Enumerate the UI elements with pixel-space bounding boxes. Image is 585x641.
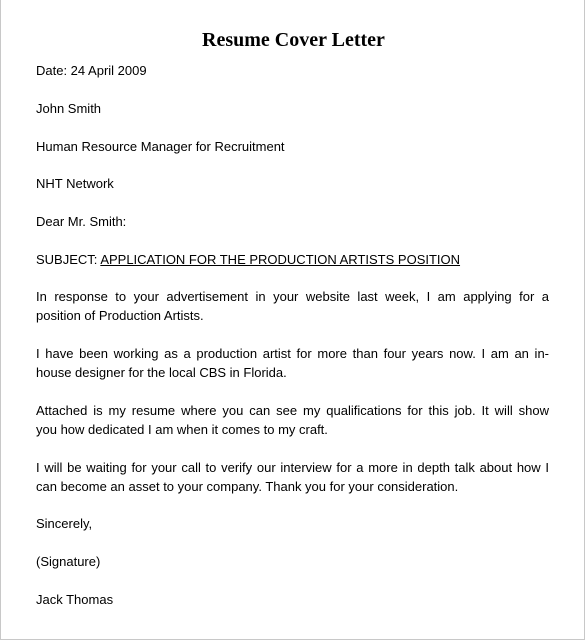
subject-label: SUBJECT: — [36, 252, 98, 267]
paragraph-line: you how dedicated I am when it comes to my craft. — [36, 422, 328, 437]
recipient-company: NHT Network — [36, 176, 114, 191]
subject-line — [36, 250, 460, 269]
date-line: Date: 24 April 2009 — [36, 63, 147, 78]
recipient-name: John Smith — [36, 101, 102, 116]
sender-name: Jack Thomas — [36, 592, 114, 607]
recipient-title: Human Resource Manager for Recruitment — [36, 139, 285, 154]
subject-text: APPLICATION FOR THE PRODUCTION ARTISTS POSITION — [100, 252, 461, 267]
closing: Sincerely, — [36, 516, 93, 531]
signature-placeholder: (Signature) — [36, 554, 101, 569]
paragraph-line: can become an asset to your company. Thank you for your consideration. — [36, 479, 459, 494]
paragraph-line: house designer for the local CBS in Florida. — [36, 365, 287, 380]
body-paragraph-3 — [36, 401, 549, 439]
salutation: Dear Mr. Smith: — [36, 214, 127, 229]
body-paragraph-2 — [36, 344, 549, 382]
body-paragraph-1 — [36, 287, 549, 325]
body-paragraph-4 — [36, 458, 549, 496]
paragraph-line: position of Production Artists. — [36, 308, 204, 323]
paragraph-line: I have been working as a production artist for more than four years now. I am an in- — [36, 346, 549, 361]
paragraph-line: I will be waiting for your call to verify our interview for a more in depth talk about how I — [36, 460, 549, 475]
document-title: Resume Cover Letter — [202, 29, 385, 51]
paragraph-line: In response to your advertisement in your website last week, I am applying for a — [36, 289, 549, 304]
paragraph-line: Attached is my resume where you can see my qualifications for this job. It will show — [36, 403, 549, 418]
